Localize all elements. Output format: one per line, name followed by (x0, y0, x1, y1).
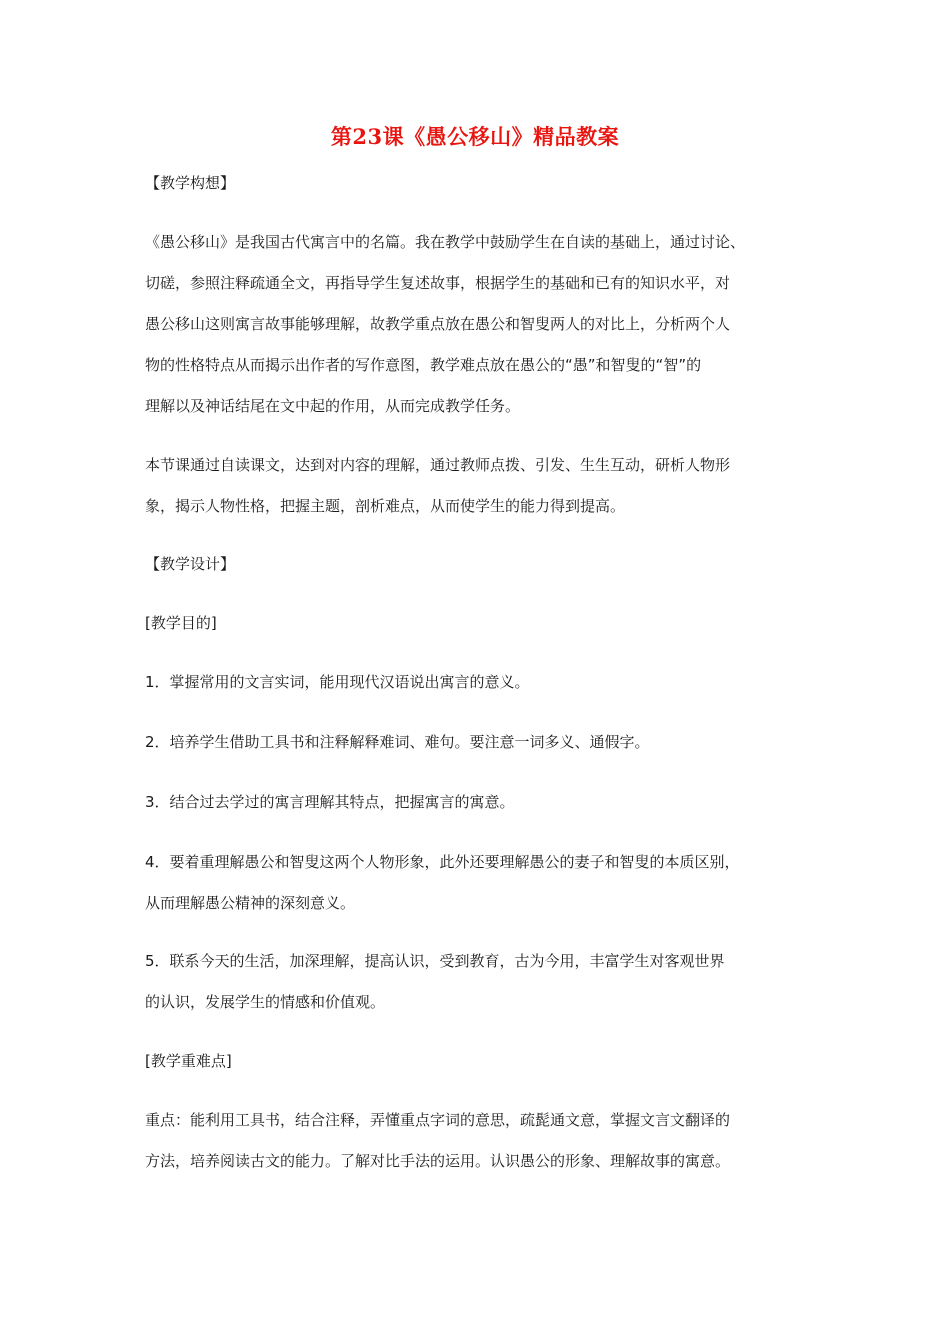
paragraph-line: 象，揭示人物性格，把握主题，剖析难点，从而使学生的能力得到提高。 (145, 497, 626, 515)
section-heading-text: 【教学构想】 (145, 174, 236, 192)
concept-paragraph-2 (145, 445, 810, 527)
section-heading-design (145, 544, 810, 585)
goal-item-4 (145, 842, 810, 924)
keypoints-paragraph (145, 1100, 810, 1182)
keypoints-heading (145, 1041, 810, 1082)
goal-item-1 (145, 662, 810, 703)
subheading-text: [教学重难点] (145, 1052, 232, 1070)
paragraph-line: 本节课通过自读课文，达到对内容的理解，通过教师点拨、引发、生生互动，研析人物形 (145, 456, 731, 474)
paragraph-line: 《愚公移山》是我国古代寓言中的名篇。我在教学中鼓励学生在自读的基础上，通过讨论、 (145, 233, 746, 251)
paragraph-line: 方法，培养阅读古文的能力。了解对比手法的运用。认识愚公的形象、理解故事的寓意。 (145, 1152, 731, 1170)
document-title: 第23课《愚公移山》精品教案 (330, 124, 620, 149)
list-item-line: 5．联系今天的生活，加深理解，提高认识，受到教育，古为今用，丰富学生对客观世界 (145, 952, 725, 970)
paragraph-line: 理解以及神话结尾在文中起的作用，从而完成教学任务。 (145, 397, 521, 415)
list-item-line: 从而理解愚公精神的深刻意义。 (145, 894, 356, 912)
section-heading-text: 【教学设计】 (145, 555, 236, 573)
goal-item-5 (145, 941, 810, 1023)
paragraph-line: 切磋，参照注释疏通全文，再指导学生复述故事，根据学生的基础和已有的知识水平，对 (145, 274, 731, 292)
list-item-line: 1．掌握常用的文言实词，能用现代汉语说出寓言的意义。 (145, 673, 530, 691)
goal-item-3 (145, 782, 810, 823)
list-item-line: 4．要着重理解愚公和智叟这两个人物形象，此外还要理解愚公的妻子和智叟的本质区别， (145, 853, 740, 871)
list-item-line: 的认识，发展学生的情感和价值观。 (145, 993, 386, 1011)
list-item-line: 2．培养学生借助工具书和注释解释难词、难句。要注意一词多义、通假字。 (145, 733, 650, 751)
paragraph-line: 物的性格特点从而揭示出作者的写作意图，教学难点放在愚公的“愚”和智叟的“智”的 (145, 356, 702, 374)
list-item-line: 3．结合过去学过的寓言理解其特点，把握寓言的寓意。 (145, 793, 515, 811)
goal-item-2 (145, 722, 810, 763)
subheading-text: [教学目的] (145, 614, 217, 632)
section-heading-concept (145, 163, 810, 204)
paragraph-line: 愚公移山这则寓言故事能够理解，故教学重点放在愚公和智叟两人的对比上，分析两个人 (145, 315, 731, 333)
paragraph-line: 重点：能利用工具书，结合注释，弄懂重点字词的意思，疏髭通文意，掌握文言文翻译的 (145, 1111, 731, 1129)
concept-paragraph-1 (145, 222, 810, 427)
goals-heading (145, 603, 810, 644)
